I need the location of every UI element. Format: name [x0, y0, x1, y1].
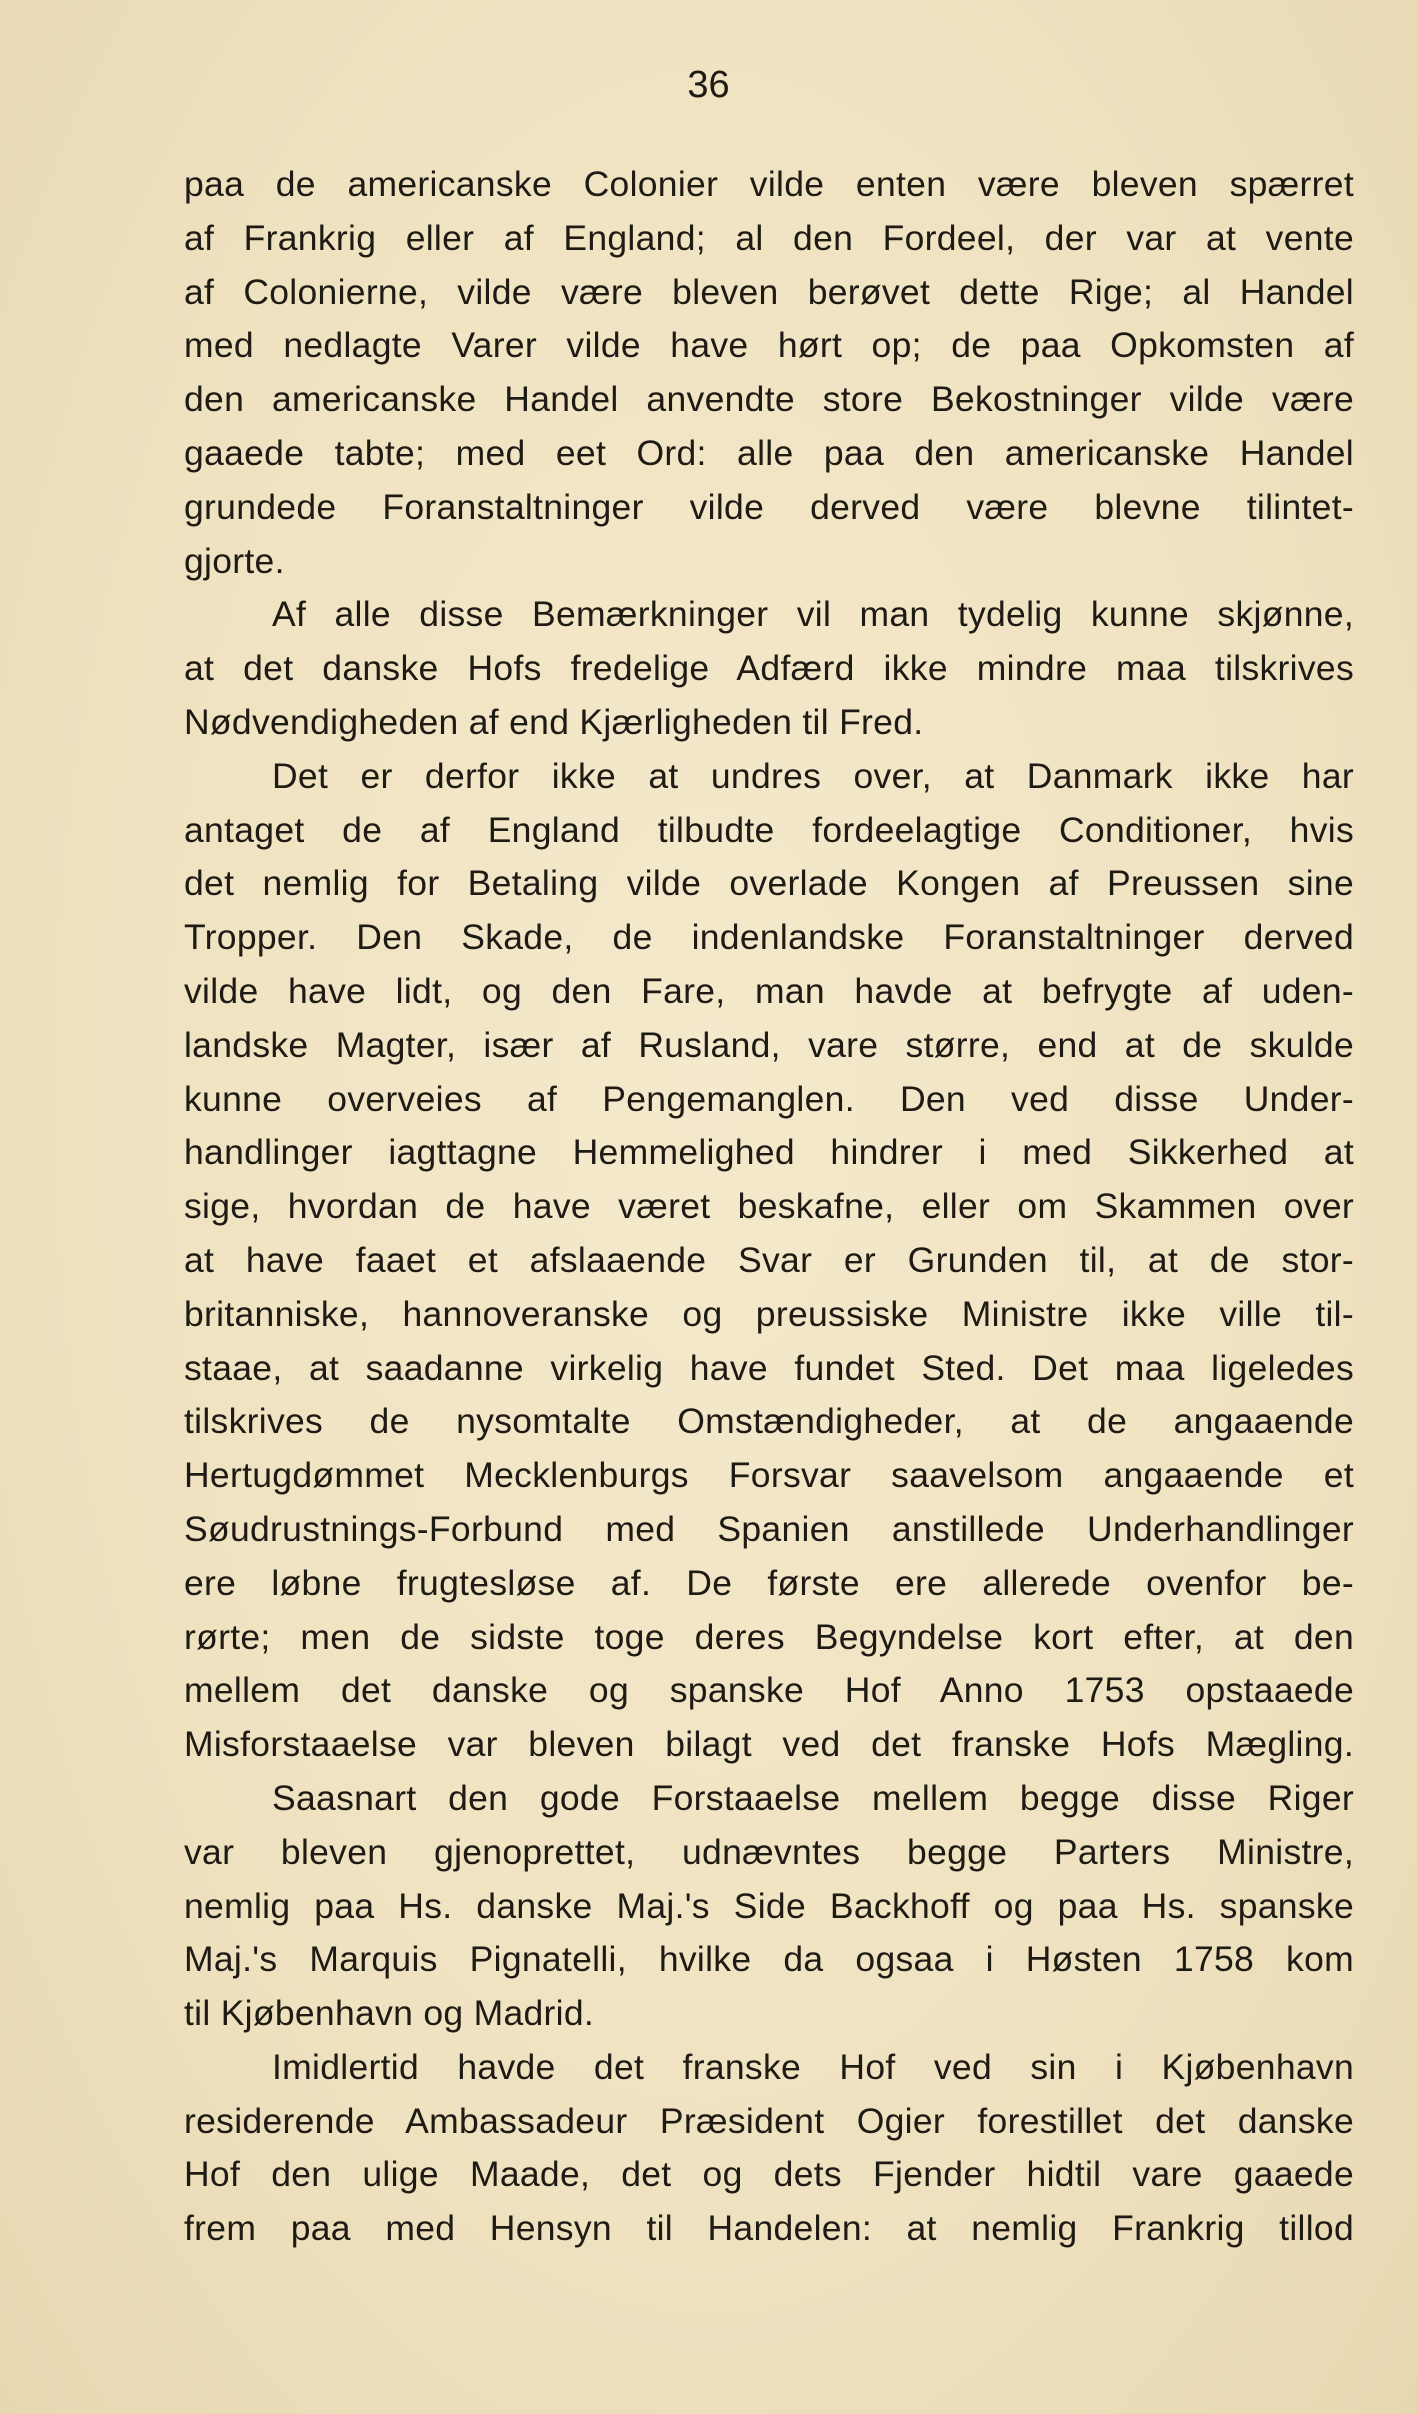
text-line: at det danske Hofs fredelige Adfærd ikke mindre maa tilskrives [184, 648, 1354, 689]
text-line: landske Magter, især af Rusland, vare større, end at de skulde [184, 1024, 1354, 1065]
text-line: til Kjøbenhavn og Madrid. [184, 1993, 595, 2034]
text-line: den americanske Handel anvendte store Bekostninger vilde være [184, 379, 1354, 420]
text-line: residerende Ambassadeur Præsident Ogier forestillet det danske [184, 2100, 1354, 2141]
text-line: var bleven gjenoprettet, udnævntes begge Parters Ministre, [184, 1831, 1354, 1872]
text-line: Saasnart den gode Forstaaelse mellem begge disse Riger [272, 1777, 1354, 1818]
page-number: 36 [687, 64, 730, 106]
text-line: handlinger iagttagne Hemmelighed hindrer i med Sikkerhed at [184, 1132, 1354, 1173]
text-line: paa de americanske Colonier vilde enten være bleven spærret [184, 164, 1354, 204]
text-line: Hof den ulige Maade, det og dets Fjender hidtil vare gaaede [184, 2154, 1354, 2195]
body-text [184, 158, 1354, 2256]
text-line: Nødvendigheden af end Kjærligheden til Fred. [184, 701, 924, 742]
text-line: staae, at saadanne virkelig have fundet Sted. Det maa ligeledes [184, 1347, 1354, 1388]
text-line: Af alle disse Bemærkninger vil man tydelig kunne skjønne, [272, 594, 1354, 635]
text-line: tilskrives de nysomtalte Omstændigheder, at de angaaende [184, 1401, 1354, 1442]
text-line: kunne overveies af Pengemanglen. Den ved disse Under- [184, 1078, 1354, 1119]
text-line: sige, hvordan de have været beskafne, eller om Skammen over [184, 1186, 1354, 1227]
text-line: Maj.'s Marquis Pignatelli, hvilke da ogsaa i Høsten 1758 kom [184, 1939, 1354, 1980]
text-line: nemlig paa Hs. danske Maj.'s Side Backhoff og paa Hs. spanske [184, 1885, 1354, 1926]
text-line: Søudrustnings-Forbund med Spanien anstillede Underhandlinger [184, 1508, 1354, 1549]
text-line: med nedlagte Varer vilde have hørt op; de paa Opkomsten af [184, 325, 1354, 366]
text-line: frem paa med Hensyn til Handelen: at nemlig Frankrig tillod [184, 2208, 1354, 2249]
text-line: gaaede tabte; med eet Ord: alle paa den americanske Handel [184, 432, 1354, 473]
text-line: grundede Foranstaltninger vilde derved være blevne tilintet- [184, 486, 1354, 527]
text-line: Det er derfor ikke at undres over, at Danmark ikke har [272, 755, 1354, 796]
text-line: ere løbne frugtesløse af. De første ere allerede ovenfor be- [184, 1562, 1354, 1603]
text-line: at have faaet et afslaaende Svar er Grunden til, at de stor- [184, 1239, 1354, 1280]
text-line: antaget de af England tilbudte fordeelagtige Conditioner, hvis [184, 809, 1354, 850]
text-line: gjorte. [184, 540, 285, 581]
text-line: Tropper. Den Skade, de indenlandske Foranstaltninger derved [184, 917, 1354, 958]
text-line: britanniske, hannoveranske og preussiske Ministre ikke ville til- [184, 1293, 1354, 1334]
text-line: af Colonierne, vilde være bleven berøvet dette Rige; al Handel [184, 271, 1354, 312]
text-line: det nemlig for Betaling vilde overlade Kongen af Preussen sine [184, 863, 1354, 904]
text-line: vilde have lidt, og den Fare, man havde at befrygte af uden- [184, 970, 1354, 1011]
text-line: mellem det danske og spanske Hof Anno 1753 opstaaede [184, 1670, 1354, 1711]
text-line: Hertugdømmet Mecklenburgs Forsvar saavelsom angaaende et [184, 1455, 1354, 1496]
text-line: rørte; men de sidste toge deres Begyndelse kort efter, at den [184, 1616, 1354, 1657]
text-line: Misforstaaelse var bleven bilagt ved det franske Hofs Mægling. [184, 1724, 1354, 1765]
text-line: af Frankrig eller af England; al den Fordeel, der var at vente [184, 217, 1354, 258]
text-line: Imidlertid havde det franske Hof ved sin i Kjøbenhavn [272, 2046, 1354, 2087]
